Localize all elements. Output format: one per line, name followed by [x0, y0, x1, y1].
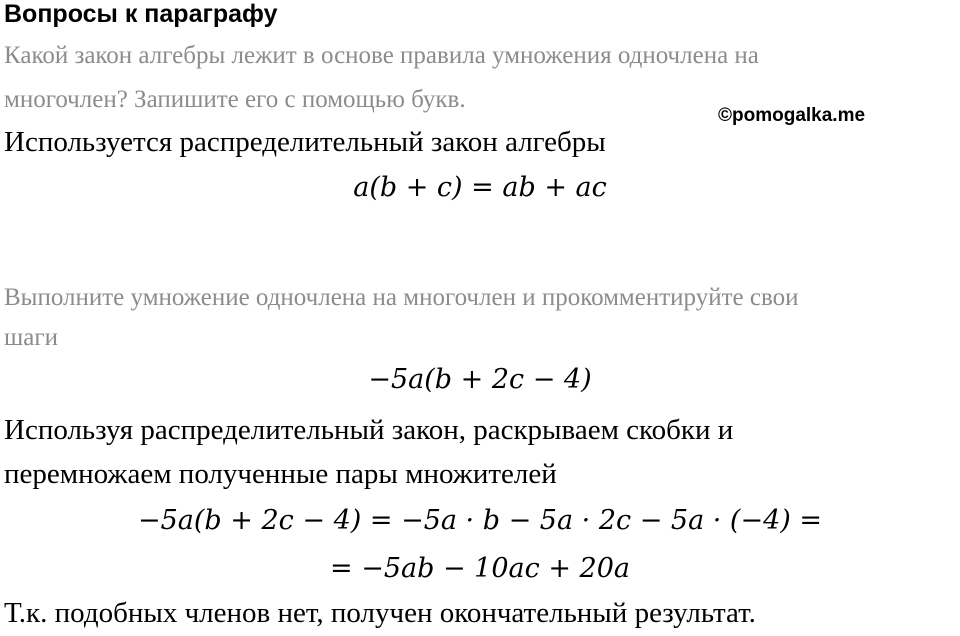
- answer-2-conclusion: Т.к. подобных членов нет, получен окончательный результат.: [4, 597, 756, 629]
- section-heading: Вопросы к параграфу: [4, 0, 278, 28]
- question-1-line-2: многочлен? Запишите его с помощью букв.: [4, 86, 466, 113]
- watermark: ©pomogalka.me: [718, 105, 866, 126]
- question-2-line-2: шаги: [4, 324, 58, 351]
- answer-2-formula-1: −5a(b + 2c − 4) = −5a · b − 5a · 2c − 5a · (−4) =: [137, 505, 823, 536]
- answer-2-line-1: Используя распределительный закон, раскрываем скобки и: [4, 414, 734, 446]
- answer-2-formula-2: = −5ab − 10ac + 20a: [330, 553, 630, 584]
- question-2-formula: −5a(b + 2c − 4): [368, 364, 592, 395]
- question-2-line-1: Выполните умножение одночлена на многочлен и прокомментируйте свои: [4, 284, 799, 311]
- question-1-line-1: Какой закон алгебры лежит в основе правила умножения одночлена на: [4, 42, 759, 69]
- answer-1-text: Используется распределительный закон алгебры: [4, 126, 606, 158]
- answer-2-line-2: перемножаем полученные пары множителей: [4, 458, 557, 490]
- answer-1-formula: a(b + c) = ab + ac: [353, 172, 607, 203]
